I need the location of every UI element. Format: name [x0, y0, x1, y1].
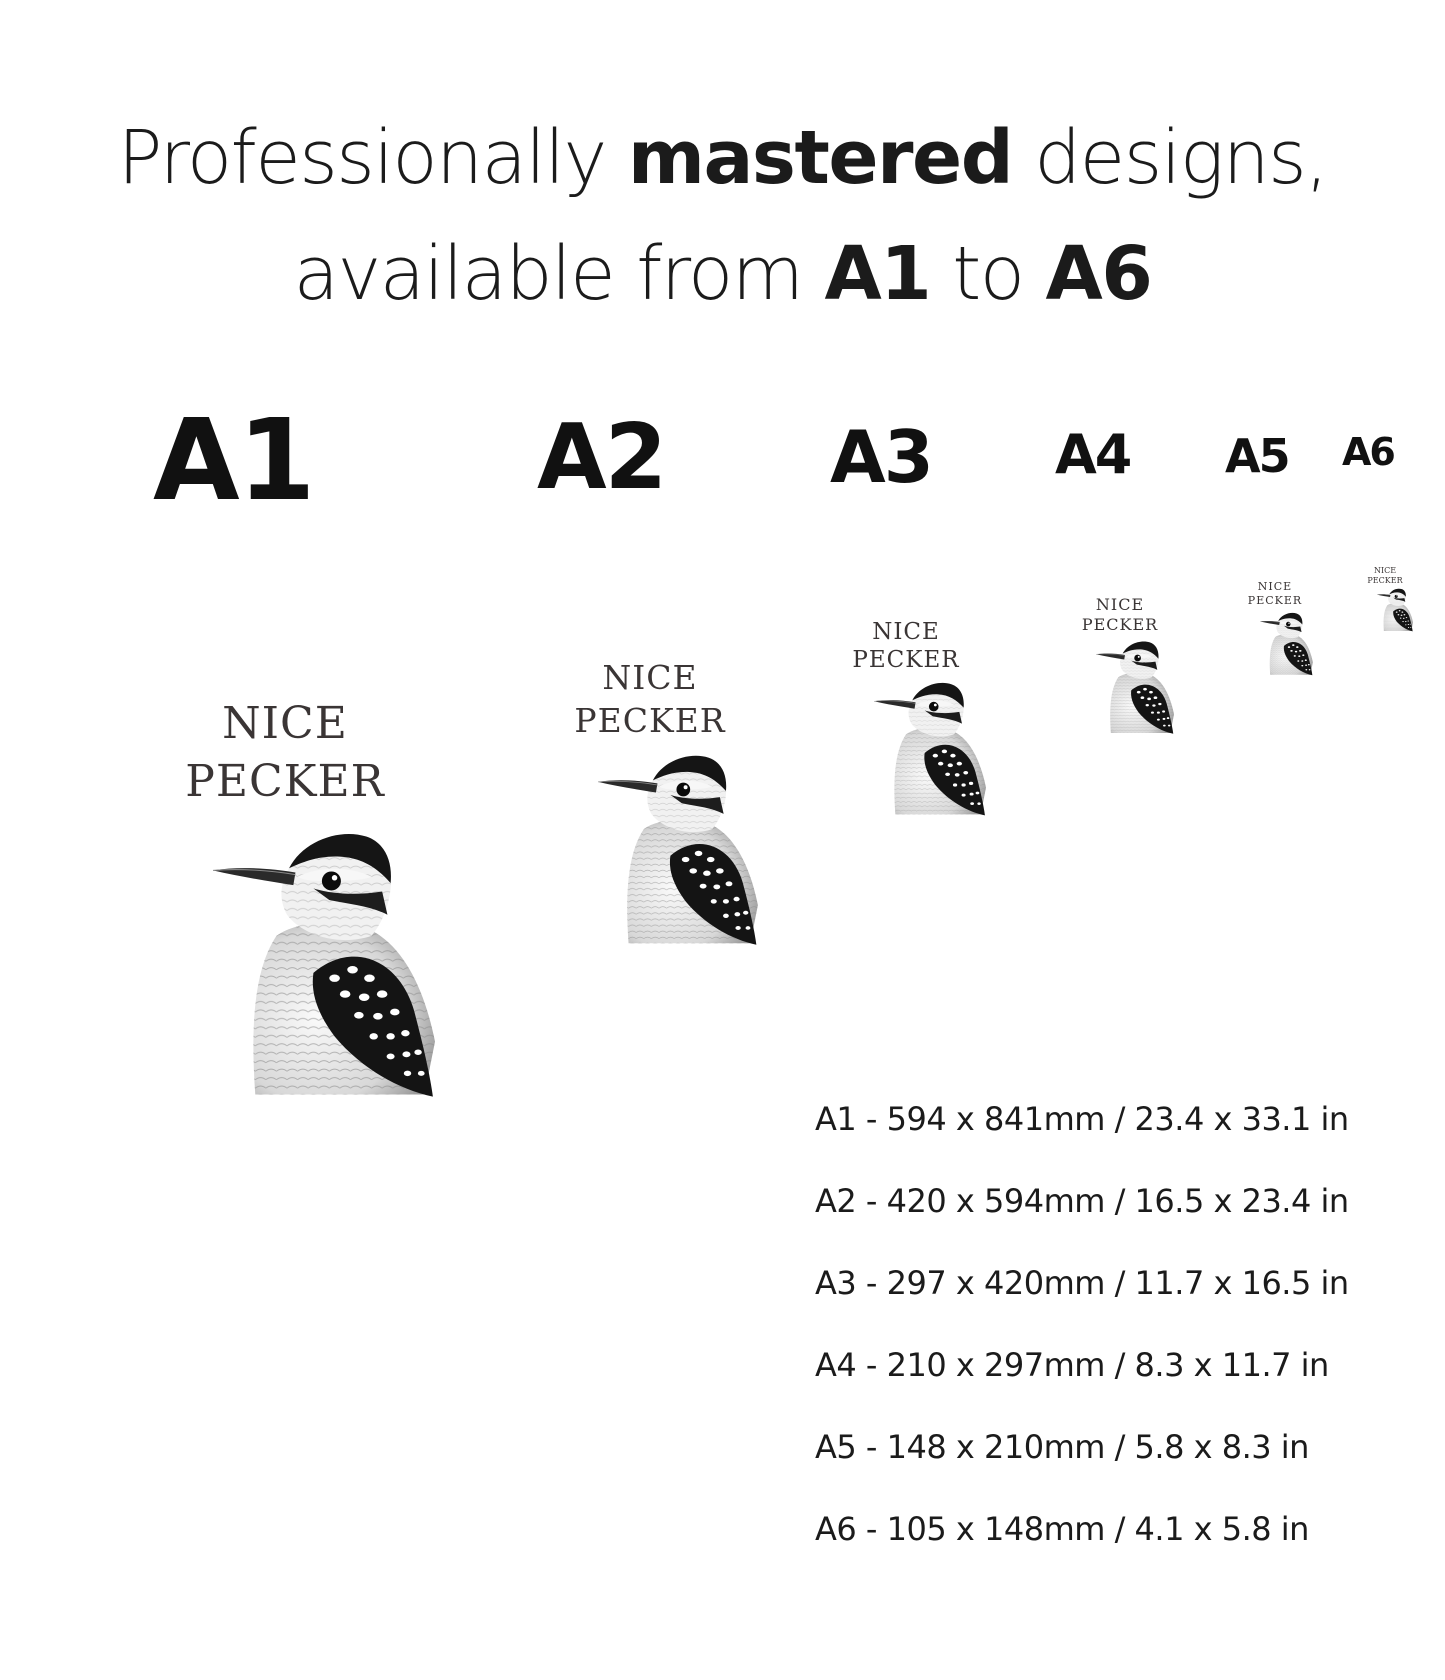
poster-title-line-2: PECKER: [852, 647, 960, 673]
spec-a3: A3 - 297 x 420mm / 11.7 x 16.5 in: [815, 1264, 1349, 1302]
headline-bold: mastered: [627, 115, 1013, 201]
woodpecker-illustration-icon: [1260, 612, 1313, 676]
size-label-a6: A6: [1342, 430, 1394, 474]
size-label-a3: A3: [830, 415, 932, 499]
poster-a5: [1230, 578, 1320, 688]
woodpecker-illustration-icon: [598, 753, 758, 947]
headline-line-1: [0, 100, 1445, 216]
headline: [0, 100, 1445, 332]
poster-title-line-2: PECKER: [1247, 594, 1303, 607]
spec-a2: A2 - 420 x 594mm / 16.5 x 23.4 in: [815, 1182, 1349, 1220]
size-label-a1: A1: [153, 396, 314, 526]
poster-a1: [125, 690, 445, 1110]
headline-text: Professionally: [117, 115, 628, 201]
headline-line-2: [0, 216, 1445, 332]
headline-bold: A6: [1045, 231, 1152, 317]
poster-a2: [530, 650, 770, 950]
headline-text: designs,: [1012, 115, 1328, 201]
poster-a6: [1355, 565, 1415, 640]
poster-title-line-1: NICE: [1095, 595, 1145, 614]
headline-text: available from: [293, 231, 825, 317]
size-spec-list: [815, 1095, 1349, 1587]
spec-a6: A6 - 105 x 148mm / 4.1 x 5.8 in: [815, 1510, 1309, 1548]
woodpecker-illustration-icon: [1377, 588, 1413, 632]
poster-title-line-2: PECKER: [1367, 576, 1403, 585]
spec-a1: A1 - 594 x 841mm / 23.4 x 33.1 in: [815, 1100, 1349, 1138]
poster-title-line-2: PECKER: [185, 756, 385, 807]
poster-title-line-1: NICE: [222, 698, 348, 749]
woodpecker-illustration-icon: [1096, 640, 1174, 735]
headline-text: to: [930, 231, 1046, 317]
size-label-a4: A4: [1055, 423, 1131, 486]
spec-a5: A5 - 148 x 210mm / 5.8 x 8.3 in: [815, 1428, 1309, 1466]
poster-title-line-2: PECKER: [1081, 615, 1159, 634]
poster-title-line-1: NICE: [1373, 566, 1397, 575]
poster-title-line-1: NICE: [1257, 580, 1293, 593]
poster-title-line-1: NICE: [872, 619, 940, 645]
woodpecker-illustration-icon: [213, 830, 435, 1100]
spec-a4: A4 - 210 x 297mm / 8.3 x 11.7 in: [815, 1346, 1329, 1384]
headline-bold: A1: [824, 231, 931, 317]
woodpecker-illustration-icon: [874, 681, 986, 817]
poster-a4: [1060, 592, 1180, 742]
poster-title-line-2: PECKER: [574, 701, 726, 740]
poster-a3: [826, 615, 986, 825]
size-label-a5: A5: [1225, 429, 1289, 483]
size-label-a2: A2: [537, 405, 666, 510]
poster-title-line-1: NICE: [602, 658, 698, 697]
